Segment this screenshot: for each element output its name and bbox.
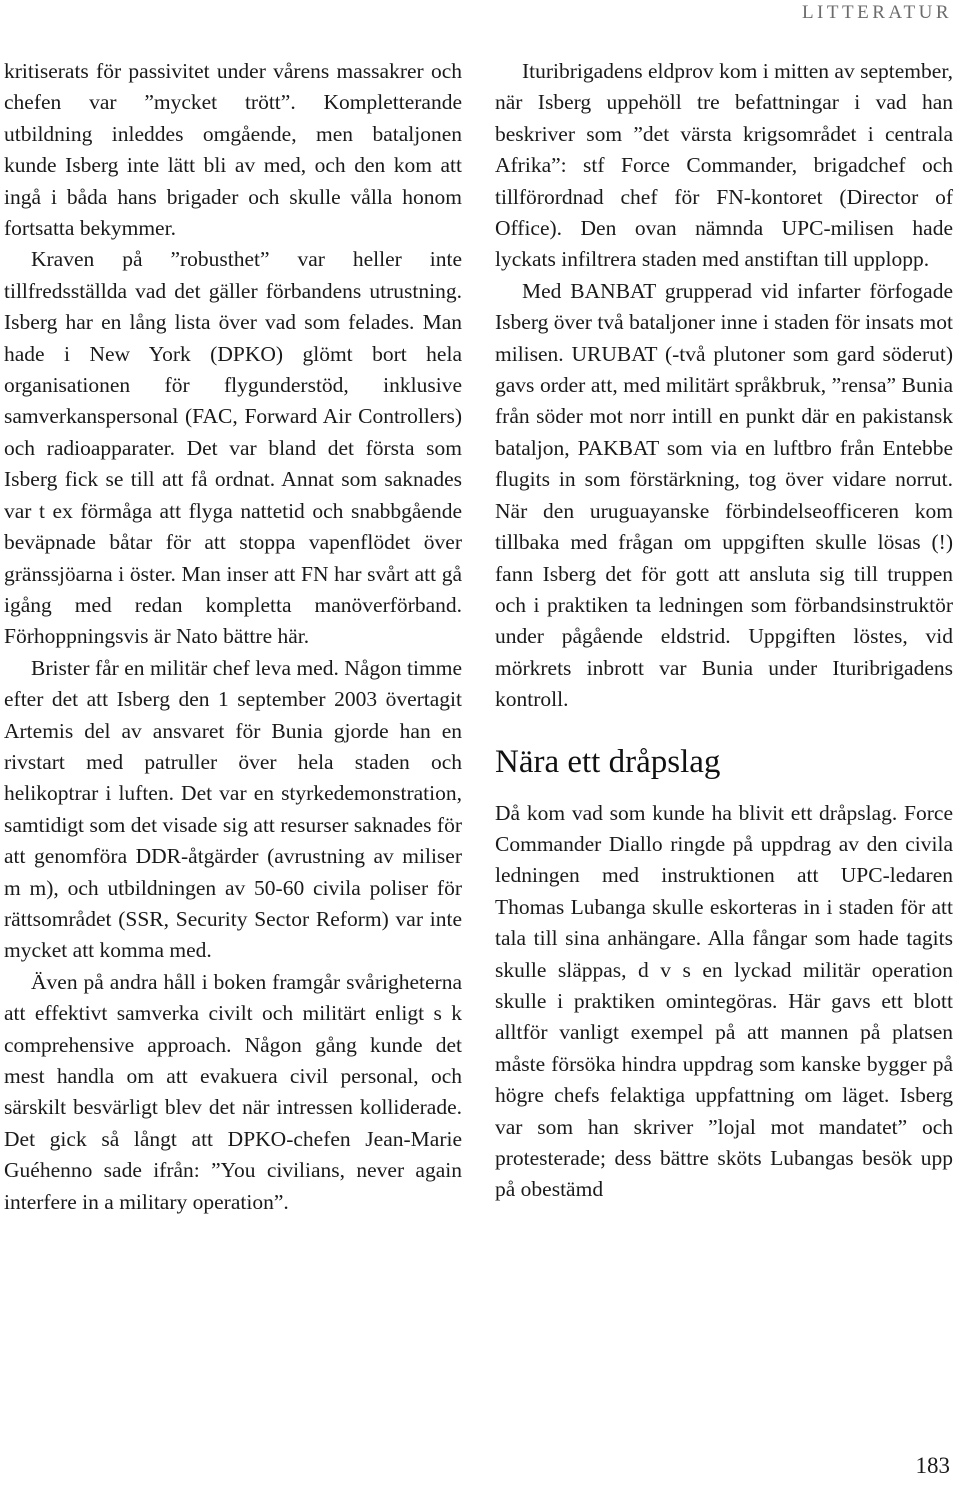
- right-column: [495, 56, 953, 1206]
- left-paragraph-3: Brister får en militär chef leva med. Någon timme efter det att Isberg den 1 september 2003 övertagit Artemis del av ansvaret för Bunia gjorde han en rivstart med patruller över hela staden och helikoptrar i luften. Det var en styrkedemonstration, samtidigt som det visade sig att resurser saknades för att genomföra DDR-åtgärder (avrustning av miliser m m), och utbildningen av 50-60 civila poliser för rättsområdet (SSR, Security Sector Reform) var inte mycket att komma med.: [4, 655, 462, 963]
- page-number: 183: [915, 1453, 950, 1478]
- running-head: LITTERATUR: [801, 2, 952, 23]
- right-paragraph-2: Med BANBAT grupperad vid infarter förfogade Isberg över två bataljoner inne i staden för insats mot milisen. URUBAT (-två plutoner som gard söderut) gavs order att, med militärt språkbruk, ”rensa” Bunia från söder mot norr intill en punkt där en pakistansk bataljon, PAKBAT som via en luftbro från Entebbe flugits in som förstärkning, tog över vidare norrut. När den uruguayanske förbindelseofficeren kom tillbaka med frågan om uppgiften skulle lösas (!) fann Isberg det för gott att ansluta sig till truppen och i praktiken ta ledningen som förbandsinstruktör under pågående eldstrid. Uppgiften löstes, vid mörkrets inbrott var Bunia under Ituribrigadens kontroll.: [495, 278, 953, 712]
- left-column: [4, 56, 462, 1218]
- section-heading: Nära ett dråpslag: [495, 743, 721, 780]
- left-paragraph-1: kritiserats för passivitet under vårens massakrer och chefen var ”mycket trött”. Kompletterande utbildning inleddes omgående, men bataljonen kunde Isberg inte lätt bli av med, och den kom att ingå i båda hans brigader och skulle vålla honom fortsatta bekymmer.: [4, 59, 462, 241]
- left-paragraph-4: Även på andra håll i boken framgår svårigheterna att effektivt samverka civilt och militärt enligt s k comprehensive approach. Någon gång kunde det mest handla om att evakuera civil personal, och särskilt besvärligt blev det när intressen kolliderade. Det gick så långt att DPKO-chefen Jean-Marie Guéhenno sade ifrån: ”You civilians, never again interfere in a military operation”.: [4, 969, 462, 1214]
- right-paragraph-3: Då kom vad som kunde ha blivit ett dråpslag. Force Commander Diallo ringde på uppdrag av den civila ledningen med instruktionen att UPC-ledaren Thomas Lubanga skulle eskorteras in i staden för att tala till sina anhängare. Alla fångar som hade tagits skulle släppas, d v s en lyckad militär operation skulle i praktiken omintegöras. Här gavs ett blott alltför vanligt exempel på att mannen på platsen måste försöka hindra uppdrag som kanske bygger på högre chefs felaktiga uppfattning om läget. Isberg var som han skriver ”lojal mot mandatet” och protesterade; dess bättre sköts Lubangas besök upp på obestämd: [495, 800, 953, 1202]
- right-paragraph-1: Ituribrigadens eldprov kom i mitten av september, när Isberg uppehöll tre befattningar i vad han beskriver som ”det värsta krigsområdet i centrala Afrika”: stf Force Commander, brigadchef och tillförordnad chef för FN-kontoret (Director of Office). Den ovan nämnda UPC-milisen hade lyckats infiltrera staden med anstiftan till upplopp.: [495, 59, 953, 272]
- left-paragraph-2: Kraven på ”robusthet” var heller inte tillfredsställda vad det gäller förbandens utrustning. Isberg har en lång lista över vad som felades. Man hade i New York (DPKO) glömt bort hela organisationen för flygunderstöd, inklusive samverkanspersonal (FAC, Forward Air Controllers) och radioapparater. Det var bland det första som Isberg fick se till att få ordnat. Annat som saknades var t ex förmåga att flyga nattetid och snabbgående beväpnade båtar för att stoppa vapenflödet över gränssjöarna i öster. Man inser att FN har svårt att gå igång med redan kompletta manöverförband. Förhoppningsvis är Nato bättre här.: [4, 247, 462, 649]
